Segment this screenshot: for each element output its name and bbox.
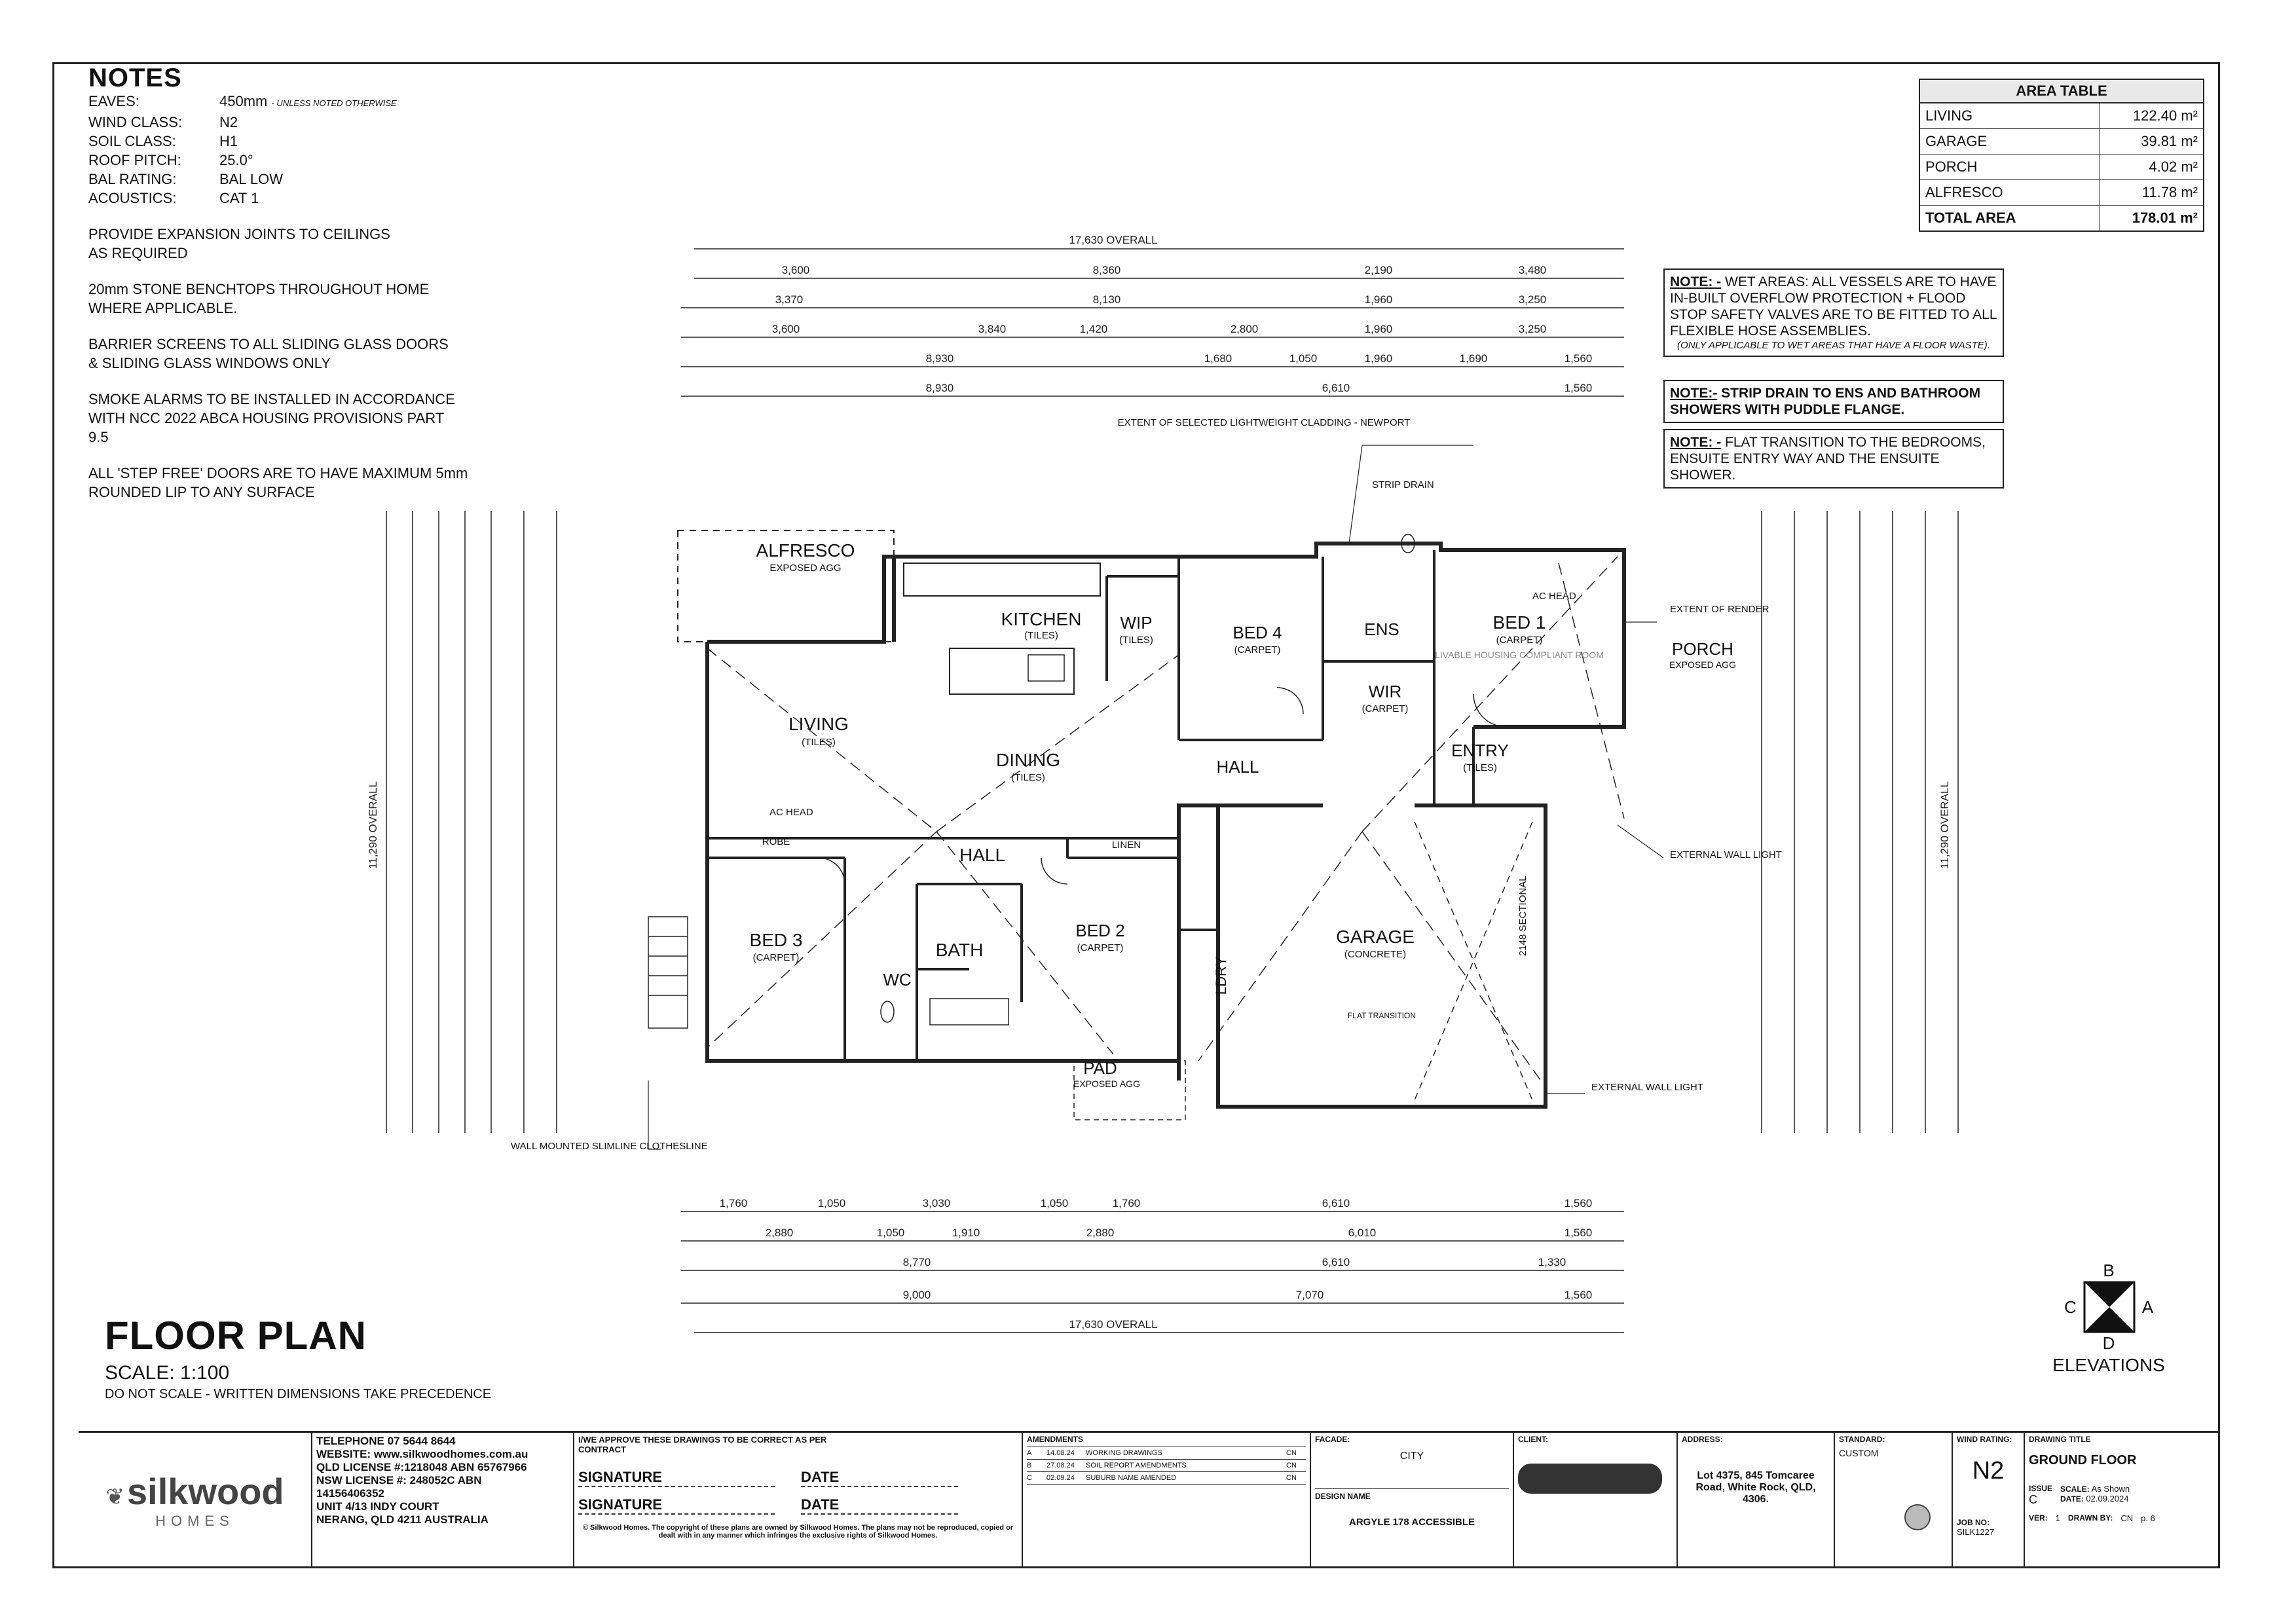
elevations-label: ELEVATIONS (2052, 1355, 2165, 1375)
svg-text:(CARPET): (CARPET) (1077, 942, 1124, 953)
room-living: LIVING (788, 714, 849, 734)
svg-text:1,560: 1,560 (1564, 1227, 1593, 1239)
svg-text:1,760: 1,760 (1112, 1197, 1141, 1209)
annotation-ac-head: AC HEAD (1532, 591, 1576, 602)
svg-text:1,330: 1,330 (1538, 1256, 1566, 1268)
svg-text:2,800: 2,800 (1230, 323, 1259, 335)
room-hall-1: HALL (1216, 757, 1259, 777)
annotations (511, 417, 1782, 1152)
flat-transition-note: NOTE: - FLAT TRANSITION TO THE BEDROOMS, ENSUITE ENTRY WAY AND THE ENSUITE SHOWER. (1663, 429, 2004, 489)
dim-overall-top: 17,630 OVERALL (1069, 234, 1158, 246)
dimension-text (367, 234, 1951, 1331)
svg-text:(TILES): (TILES) (1463, 762, 1497, 773)
door-swings (819, 688, 1506, 884)
svg-text:8,770: 8,770 (902, 1256, 931, 1268)
svg-text:7,070: 7,070 (1295, 1289, 1324, 1301)
svg-text:1,560: 1,560 (1564, 382, 1593, 394)
kitchen-bench (904, 563, 1100, 596)
amend-row: B 27.08.24 SOIL REPORT AMENDMENTS CN (1027, 1459, 1306, 1471)
svg-text:1,560: 1,560 (1564, 352, 1593, 365)
svg-text:(CARPET): (CARPET) (752, 952, 800, 963)
deck-boards (648, 917, 688, 1028)
svg-text:(TILES): (TILES) (1119, 635, 1153, 646)
room-bed4: BED 4 (1232, 623, 1282, 642)
plan-title: FLOOR PLAN (105, 1314, 367, 1357)
room-ldry: LDRY (1213, 956, 1229, 995)
svg-text:(CONCRETE): (CONCRETE) (1344, 949, 1407, 960)
company-info: TELEPHONE 07 5644 8644 WEBSITE: www.silkwoodhomes.com.au QLD LICENSE #:1218048 ABN 65767966 NSW LICENSE #: 248052C ABN 14156406352 UNIT 4/13 INDY COURT NERANG, QLD 4211 AUSTRALIA (311, 1431, 573, 1568)
svg-text:1,560: 1,560 (1564, 1289, 1593, 1301)
room-porch: PORCH (1672, 639, 1733, 659)
compass-icon (2083, 1281, 2136, 1333)
logo-sub: HOMES (155, 1512, 234, 1529)
svg-text:(TILES): (TILES) (1024, 630, 1058, 641)
svg-text:1,050: 1,050 (1289, 352, 1318, 365)
svg-text:EXPOSED AGG: EXPOSED AGG (1669, 659, 1736, 670)
annotation-render: EXTENT OF RENDER (1670, 604, 1769, 615)
room-bed2: BED 2 (1075, 921, 1125, 940)
svg-text:8,360: 8,360 (1092, 264, 1121, 276)
room-wir: WIR (1368, 682, 1402, 701)
strip-drain-note: NOTE:- STRIP DRAIN TO ENS AND BATHROOM SHOWERS WITH PUDDLE FLANGE. (1663, 380, 2004, 423)
room-entry: ENTRY (1451, 741, 1509, 760)
copyright-note: © Silkwood Homes. The copyright of these plans are owned by Silkwood Homes. The plans may not be reproduced, copied or dealt with in any manner which infringes the exclusive rights of Silkwood Homes. (582, 1524, 1014, 1540)
left-dimension-lines (386, 511, 557, 1133)
svg-text:2,190: 2,190 (1364, 264, 1393, 276)
note-soil: SOIL CLASS: H1 (88, 133, 238, 149)
room-garage: GARAGE (1336, 927, 1415, 947)
client-redacted (1518, 1464, 1662, 1494)
note-smoke: SMOKE ALARMS TO BE INSTALLED IN ACCORDANCE WITH NCC 2022 ABCA HOUSING PROVISIONS PART 9.5 (88, 391, 455, 445)
svg-text:3,250: 3,250 (1518, 293, 1547, 306)
note-step-free: ALL 'STEP FREE' DOORS ARE TO HAVE MAXIMUM 5mm ROUNDED LIP TO ANY SURFACE (88, 465, 468, 500)
logo-leaf-icon: ❦ (105, 1484, 124, 1509)
amend-row: A 14.08.24 WORKING DRAWINGS CN (1027, 1447, 1306, 1459)
annotation-sectional: 2148 SECTIONAL (1517, 876, 1528, 956)
compass-c: C (2064, 1297, 2077, 1317)
wind-cell: WIND RATING: N2 JOB NO: SILK1227 (1952, 1431, 2024, 1568)
annotation-ext-light-2: EXTERNAL WALL LIGHT (1591, 1082, 1703, 1093)
svg-text:6,610: 6,610 (1322, 1197, 1350, 1209)
approval-cell: I/WE APPROVE THESE DRAWINGS TO BE CORRECT AS PER CONTRACT SIGNATURE DATE SIGNATURE DATE © Silkwood Homes. The copyright of these plans are owned by Silkwood Homes. The plans may not be reproduced, copied or dealt with in any manner which infringes the exclusive rights of Silkwood Homes. (573, 1431, 1022, 1568)
svg-text:(CARPET): (CARPET) (1361, 703, 1409, 714)
area-table-title: AREA TABLE (1920, 80, 2203, 103)
compass-d: D (2102, 1333, 2115, 1353)
area-row: LIVING 122.40 m² (1920, 103, 2203, 129)
compass-a: A (2141, 1297, 2154, 1317)
annotation-clothesline: WALL MOUNTED SLIMLINE CLOTHESLINE (511, 1141, 708, 1152)
annotation-cladding: EXTENT OF SELECTED LIGHTWEIGHT CLADDING - NEWPORT (1117, 417, 1411, 428)
compass-b: B (2103, 1261, 2115, 1280)
area-row: GARAGE 39.81 m² (1920, 129, 2203, 155)
room-ens: ENS (1364, 619, 1399, 639)
date-field-1[interactable]: DATE (801, 1469, 958, 1487)
svg-text:1,680: 1,680 (1204, 352, 1232, 365)
annotation-ext-light-1: EXTERNAL WALL LIGHT (1670, 849, 1782, 860)
svg-text:3,840: 3,840 (978, 323, 1007, 335)
plan-title-block (105, 1313, 491, 1402)
svg-text:3,600: 3,600 (781, 264, 810, 276)
amend-row: C 02.09.24 SUBURB NAME AMENDED CN (1027, 1471, 1306, 1485)
room-bed1: BED 1 (1492, 612, 1546, 633)
standard-cell: STANDARD: CUSTOM (1834, 1431, 1952, 1568)
stamp-circle (1904, 1504, 1931, 1530)
svg-text:8,930: 8,930 (925, 352, 954, 365)
note-bal: BAL RATING: BAL LOW (88, 171, 283, 187)
logo-text: silkwood (127, 1470, 284, 1512)
bottom-dimension-lines (681, 1211, 1624, 1333)
svg-text:1,560: 1,560 (1564, 1197, 1593, 1209)
dim-overall-left: 11,290 OVERALL (367, 781, 379, 869)
annotation-ac-head: AC HEAD (769, 807, 813, 818)
svg-text:3,600: 3,600 (771, 323, 800, 335)
address-cell: ADDRESS: Lot 4375, 845 Tomcaree Road, White Rock, QLD, 4306. (1676, 1431, 1834, 1568)
area-row: PORCH 4.02 m² (1920, 155, 2203, 180)
svg-text:EXPOSED AGG: EXPOSED AGG (769, 563, 842, 574)
svg-text:3,480: 3,480 (1518, 264, 1547, 276)
wet-areas-note: NOTE: - WET AREAS: ALL VESSELS ARE TO HAVE IN-BUILT OVERFLOW PROTECTION + FLOOD STOP SAFETY VALVES ARE TO BE FITTED TO ALL FLEXIBLE HOSE ASSEMBLIES. (ONLY APPLICABLE TO WET AREAS THAT HAVE A FLOOR WASTE). (1663, 268, 2004, 357)
svg-text:6,610: 6,610 (1322, 382, 1350, 394)
room-labels (750, 540, 1736, 1089)
facade-cell: FACADE: CITY DESIGN NAME ARGYLE 178 ACCESSIBLE (1310, 1431, 1513, 1568)
svg-text:1,420: 1,420 (1079, 323, 1108, 335)
annotation-strip-drain: STRIP DRAIN (1372, 479, 1434, 490)
elevation-compass (2043, 1261, 2174, 1376)
svg-text:1,050: 1,050 (876, 1227, 905, 1239)
room-alfresco: ALFRESCO (756, 540, 855, 561)
svg-text:(CARPET): (CARPET) (1496, 635, 1543, 646)
note-acoustics: ACOUSTICS: CAT 1 (88, 190, 259, 206)
svg-text:8,930: 8,930 (925, 382, 954, 394)
svg-text:6,610: 6,610 (1322, 1256, 1350, 1268)
room-kitchen: KITCHEN (1001, 609, 1082, 629)
svg-text:1,690: 1,690 (1459, 352, 1488, 365)
svg-text:1,960: 1,960 (1364, 352, 1393, 365)
svg-text:LIVABLE HOUSING COMPLIANT ROOM: LIVABLE HOUSING COMPLIANT ROOM (1435, 650, 1604, 660)
client-cell: CLIENT: (1513, 1431, 1676, 1568)
top-dimension-lines (681, 249, 1624, 396)
svg-text:9,000: 9,000 (902, 1289, 931, 1301)
svg-text:(CARPET): (CARPET) (1234, 644, 1281, 655)
annotation-flat-transition: FLAT TRANSITION (1347, 1011, 1416, 1020)
sink (1028, 655, 1064, 681)
area-row-total: TOTAL AREA 178.01 m² (1920, 206, 2203, 231)
room-linen: LINEN (1111, 840, 1141, 851)
dim-overall-right: 11,290 OVERALL (1938, 781, 1951, 869)
toilet (881, 1001, 894, 1022)
room-bed3: BED 3 (749, 930, 803, 950)
date-field-2[interactable]: DATE (801, 1496, 958, 1515)
room-robe: ROBE (762, 836, 790, 847)
note-barrier: BARRIER SCREENS TO ALL SLIDING GLASS DOORS & SLIDING GLASS WINDOWS ONLY (88, 336, 449, 371)
svg-text:(TILES): (TILES) (1011, 772, 1045, 783)
notes-title: NOTES (88, 64, 182, 92)
room-pad: PAD (1083, 1058, 1117, 1078)
svg-text:1,960: 1,960 (1364, 293, 1393, 306)
drawing-title-cell: DRAWING TITLE GROUND FLOOR ISSUE C SCALE: As Shown DATE: 02.09.2024 VER: 1 DRAWN BY: CN p. 6 (2024, 1431, 2220, 1568)
room-wip: WIP (1120, 613, 1153, 633)
room-hall-2: HALL (959, 845, 1006, 865)
signature-field-1[interactable]: SIGNATURE (578, 1469, 775, 1487)
internal-walls (707, 550, 1473, 1061)
note-wind: WIND CLASS: N2 (88, 114, 238, 130)
area-row: ALFRESCO 11.78 m² (1920, 180, 2203, 206)
plan-scale: SCALE: 1:100 (105, 1362, 230, 1384)
svg-text:3,250: 3,250 (1518, 323, 1547, 335)
room-wc: WC (883, 970, 912, 989)
room-bath: BATH (935, 940, 984, 960)
signature-field-2[interactable]: SIGNATURE (578, 1496, 775, 1515)
svg-text:1,050: 1,050 (1040, 1197, 1069, 1209)
right-dimension-lines (1762, 511, 1958, 1133)
bathtub (930, 999, 1009, 1025)
note-expansion: PROVIDE EXPANSION JOINTS TO CEILINGS AS REQUIRED (88, 226, 390, 261)
svg-text:(TILES): (TILES) (802, 737, 836, 748)
svg-text:1,050: 1,050 (817, 1197, 846, 1209)
svg-text:2,880: 2,880 (765, 1227, 794, 1239)
note-eaves: EAVES: 450mm - UNLESS NOTED OTHERWISE (88, 93, 397, 109)
logo-cell (79, 1431, 311, 1568)
room-dining: DINING (996, 750, 1060, 770)
amendments-cell: AMENDMENTS A 14.08.24 WORKING DRAWINGS CN B 27.08.24 SOIL REPORT AMENDMENTS CN C 02.09.24 SUBURB NAME AMENDED CN (1022, 1431, 1310, 1568)
svg-text:3,370: 3,370 (775, 293, 804, 306)
svg-text:1,910: 1,910 (952, 1227, 980, 1239)
do-not-scale-note: DO NOT SCALE - WRITTEN DIMENSIONS TAKE PRECEDENCE (105, 1387, 492, 1401)
svg-text:8,130: 8,130 (1092, 293, 1121, 306)
note-pitch: ROOF PITCH: 25.0° (88, 152, 253, 168)
svg-text:1,760: 1,760 (719, 1197, 748, 1209)
svg-text:3,030: 3,030 (922, 1197, 951, 1209)
dim-overall-bottom: 17,630 OVERALL (1069, 1318, 1158, 1331)
garage-slab-cross (1415, 822, 1532, 1100)
note-benchtops: 20mm STONE BENCHTOPS THROUGHOUT HOME WHERE APPLICABLE. (88, 281, 430, 316)
svg-text:1,960: 1,960 (1364, 323, 1393, 335)
svg-text:2,880: 2,880 (1086, 1227, 1115, 1239)
svg-text:6,010: 6,010 (1348, 1227, 1377, 1239)
svg-text:EXPOSED AGG: EXPOSED AGG (1073, 1079, 1140, 1089)
